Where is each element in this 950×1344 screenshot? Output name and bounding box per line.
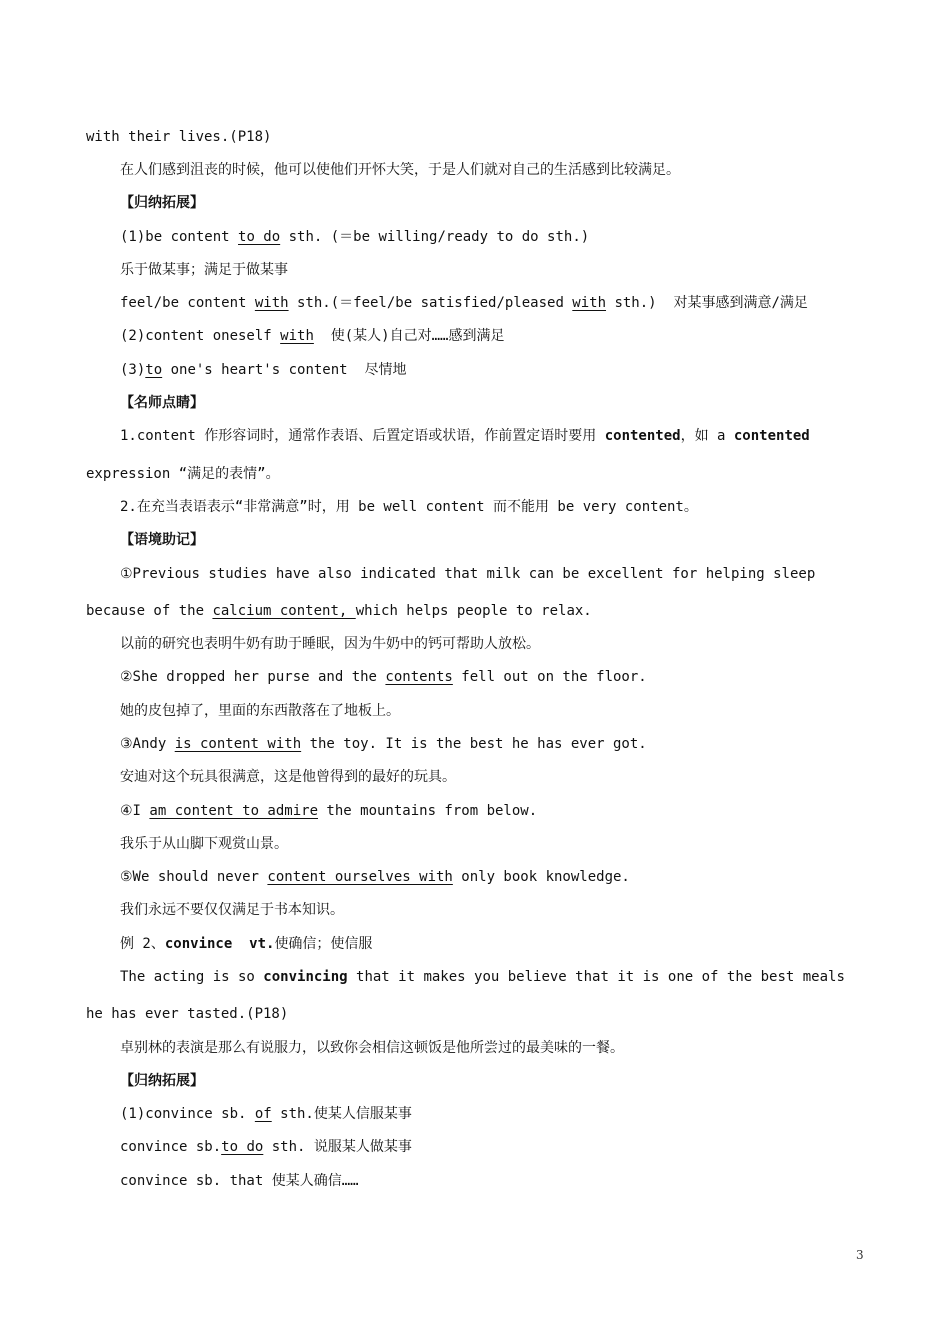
text-line: 卓别林的表演是那么有说服力，以致你会相信这顿饭是他所尝过的最美味的一餐。 <box>120 1040 624 1056</box>
section-heading: 【名师点睛】 <box>120 395 204 411</box>
text-line: (2)content oneself with 使(某人)自己对……感到满足 <box>120 328 505 344</box>
section-heading: 【归纳拓展】 <box>120 195 204 211</box>
text-line: convince sb. that 使某人确信…… <box>120 1173 359 1189</box>
text-line: ③Andy is content with the toy. It is the best he has ever got. <box>120 736 647 752</box>
text-line: expression “满足的表情”。 <box>86 466 280 482</box>
text-line: The acting is so convincing that it makes you believe that it is one of the best meals <box>120 969 845 985</box>
text-line: 安迪对这个玩具很满意，这是他曾得到的最好的玩具。 <box>120 769 456 785</box>
text-line: (3)to one's heart's content 尽情地 <box>120 362 407 378</box>
text-line: (1)convince sb. of sth.使某人信服某事 <box>120 1106 412 1122</box>
text-line: ⑤We should never content ourselves with only book knowledge. <box>120 869 630 885</box>
text-line: 我乐于从山脚下观赏山景。 <box>120 836 288 852</box>
text-line: ④I am content to admire the mountains from below. <box>120 803 538 819</box>
text-line: he has ever tasted.(P18) <box>86 1006 289 1022</box>
text-line: ②She dropped her purse and the contents fell out on the floor. <box>120 669 647 685</box>
example-heading: 例 2、convince vt.使确信；使信服 <box>120 936 373 952</box>
page-number: 3 <box>856 1248 864 1262</box>
text-line: (1)be content to do sth. (＝be willing/ready to do sth.) <box>120 229 590 245</box>
text-line: convince sb.to do sth. 说服某人做某事 <box>120 1139 412 1155</box>
text-line: 2.在充当表语表示“非常满意”时，用 be well content 而不能用 be very content。 <box>120 499 698 515</box>
section-heading: 【语境助记】 <box>120 532 204 548</box>
text-line: 我们永远不要仅仅满足于书本知识。 <box>120 902 344 918</box>
text-line: with their lives.(P18) <box>86 129 272 145</box>
text-line: 1.content 作形容词时，通常作表语、后置定语或状语，作前置定语时要用 contented，如 a contented <box>120 428 810 444</box>
text-line: ①Previous studies have also indicated that milk can be excellent for helping sleep <box>120 566 816 582</box>
section-heading: 【归纳拓展】 <box>120 1073 204 1089</box>
text-line: 以前的研究也表明牛奶有助于睡眠，因为牛奶中的钙可帮助人放松。 <box>120 636 540 652</box>
text-line: 她的皮包掉了，里面的东西散落在了地板上。 <box>120 703 400 719</box>
text-line: because of the calcium content, which helps people to relax. <box>86 603 592 619</box>
text-line: 乐于做某事；满足于做某事 <box>120 262 288 278</box>
text-line: 在人们感到沮丧的时候，他可以使他们开怀大笑，于是人们就对自己的生活感到比较满足。 <box>120 162 680 178</box>
text-line: feel/be content with sth.(＝feel/be satisfied/pleased with sth.) 对某事感到满意/满足 <box>120 295 808 311</box>
